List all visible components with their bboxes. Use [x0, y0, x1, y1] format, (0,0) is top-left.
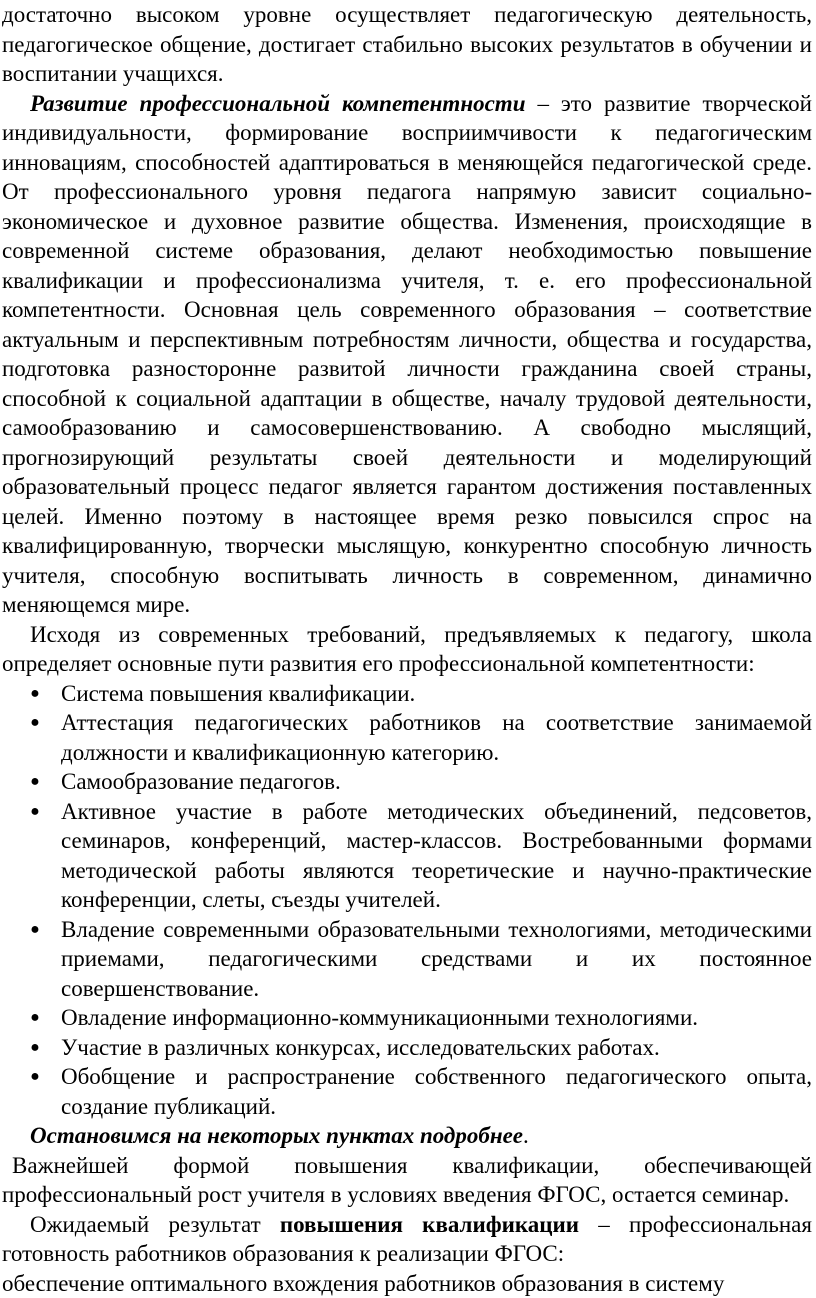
bullet-icon: ●: [29, 767, 41, 797]
list-item: ● Активное участие в работе методических объединений, педсоветов, семинаров, конференций, мастер-классов. Востребованными формами методической работы являются теоретические и научно-практические конференции, слеты, съезды учителей.: [2, 797, 812, 915]
list-item: ● Владение современными образовательными технологиями, методическими приемами, педагогическими средствами и их постоянное совершенствование.: [2, 915, 812, 1004]
section-heading-period: .: [523, 1123, 529, 1148]
expected-result-lead: Ожидаемый результат: [30, 1212, 280, 1237]
list-item: ● Участие в различных конкурсах, исследовательских работах.: [2, 1033, 812, 1063]
bullet-icon: ●: [29, 797, 41, 827]
bullet-icon: ●: [29, 1062, 41, 1092]
list-item: ● Обобщение и распространение собственного педагогического опыта, создание публикаций.: [2, 1062, 812, 1121]
list-item: ● Самообразование педагогов.: [2, 767, 812, 797]
bullet-icon: ●: [29, 1003, 41, 1033]
paragraph-seminar: Важнейшей формой повышения квалификации, обеспечивающей профессиональный рост учителя в условиях введения ФГОС, остается семинар.: [2, 1151, 812, 1210]
paragraph-expected-result: [2, 1210, 812, 1269]
bullet-icon: ●: [29, 679, 41, 709]
paragraph-final-line: обеспечение оптимального вхождения работников образования в систему: [2, 1269, 812, 1298]
list-item: ● Аттестация педагогических работников на соответствие занимаемой должности и квалификационную категорию.: [2, 708, 812, 767]
paragraph-requirements: Исходя из современных требований, предъявляемых к педагогу, школа определяет основные пути развития его профессиональной компетентности:: [2, 620, 812, 679]
term-qualification-upgrade: повышения квалификации: [280, 1212, 579, 1237]
section-heading: [2, 1121, 812, 1151]
list-item: ● Овладение информационно-коммуникационными технологиями.: [2, 1003, 812, 1033]
term-professional-competence: Развитие профессиональной компетентности: [30, 91, 526, 116]
development-paths-list: [2, 679, 812, 1122]
list-item: ● Система повышения квалификации.: [2, 679, 812, 709]
paragraph-intro: достаточно высоком уровне осуществляет педагогическую деятельность, педагогическое общение, достигает стабильно высоких результатов в обучении и воспитании учащихся.: [2, 0, 812, 89]
bullet-icon: ●: [29, 708, 41, 738]
bullet-icon: ●: [29, 1033, 41, 1063]
section-heading-text: Остановимся на некоторых пунктах подробнее: [30, 1123, 523, 1148]
paragraph-competence-text: – это развитие творческой индивидуальности, формирование восприимчивости к педагогическим инновациям, способностей адаптироваться в меняющейся педагогической среде. От профессионального уровня педагога напрямую зависит социально-экономическое и духовное развитие общества. Изменения, происходящие в современной системе образования, делают необходимостью повышение квалификации и профессионализма учителя, т. е. его профессиональной компетентности. Основная цель современного образования – соответствие актуальным и перспективным потребностям личности, общества и государства, подготовка разносторонне развитой личности гражданина своей страны, способной к социальной адаптации в обществе, началу трудовой деятельности, самообразованию и самосовершенствованию. А свободно мыслящий, прогнозирующий результаты своей деятельности и моделирующий образовательный процесс педагог является гарантом достижения поставленных целей. Именно поэтому в настоящее время резко повысился спрос на квалифицированную, творчески мыслящую, конкурентно способную личность учителя, способную воспитывать личность в современном, динамично меняющемся мире.: [2, 91, 812, 618]
bullet-icon: ●: [29, 915, 41, 945]
expected-result-text: – профессиональная готовность работников образования к реализации ФГОС:: [2, 1212, 812, 1267]
paragraph-competence: [2, 89, 812, 620]
